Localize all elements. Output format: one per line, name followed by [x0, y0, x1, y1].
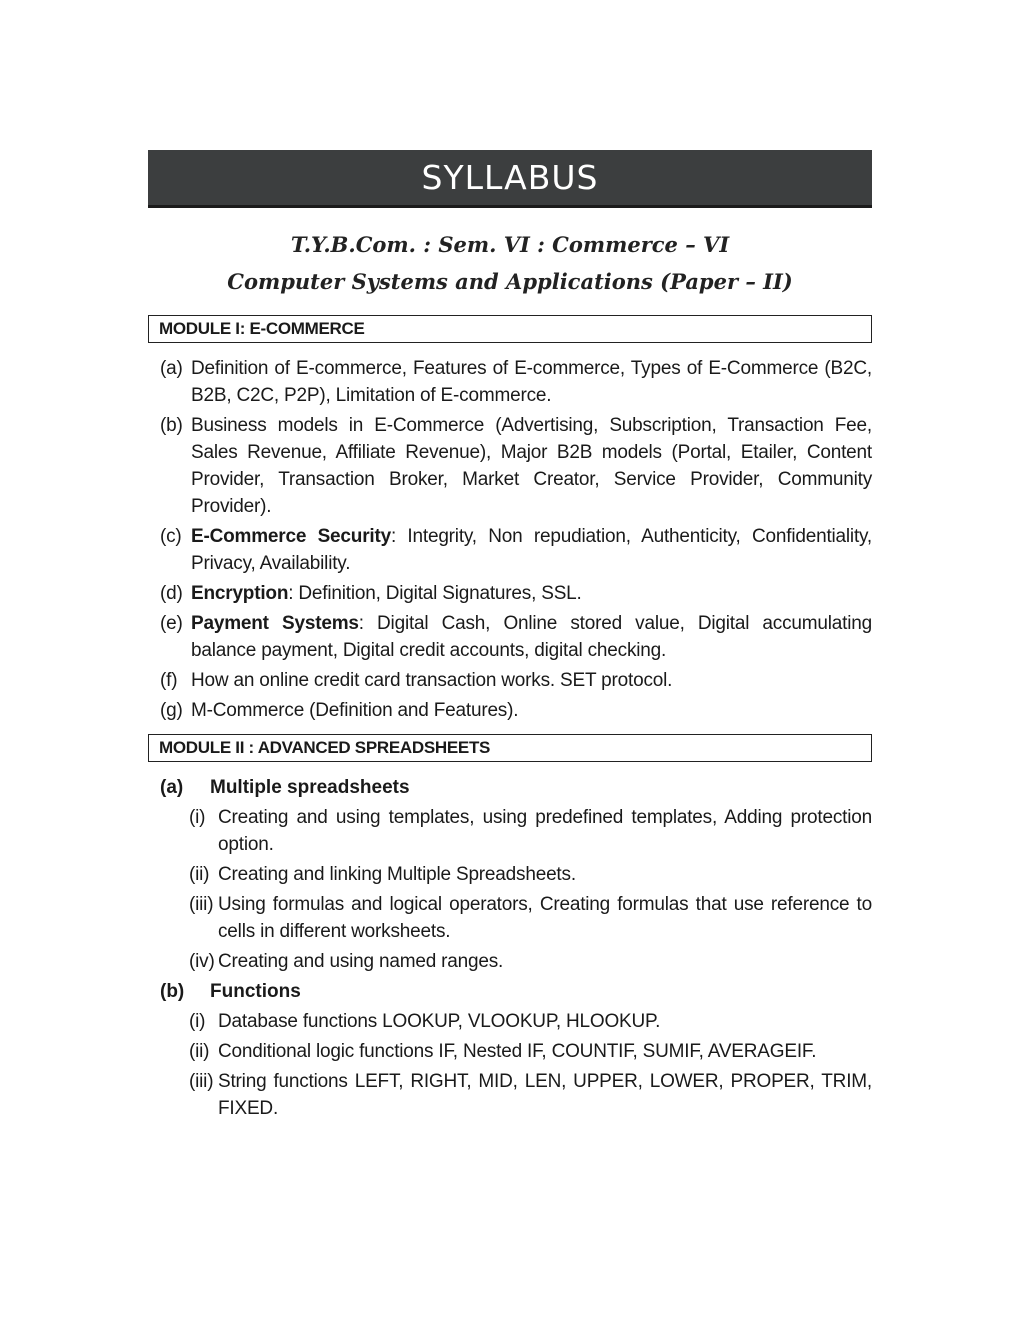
section-marker: (a): [160, 777, 184, 798]
item-marker: (e): [160, 613, 183, 634]
course-subtitle: T.Y.B.Com. : Sem. VI : Commerce – VI: [290, 232, 730, 257]
banner-title: SYLLABUS: [421, 158, 599, 197]
item-text: Creating and using named ranges.: [218, 951, 504, 972]
item-marker: (d): [160, 583, 183, 604]
list-item: [148, 1068, 872, 1122]
item-text: Payment Systems: Digital Cash, Online stored value, Digital accumulating balance payment, Digital credit accounts, digital checking.: [191, 613, 872, 661]
list-item: [148, 1038, 872, 1065]
list-item: [148, 355, 872, 409]
list-item: [148, 697, 872, 724]
item-bold-term: Payment Systems: [191, 613, 359, 634]
item-text: M-Commerce (Definition and Features).: [191, 700, 519, 721]
module-1-list: [148, 355, 872, 724]
list-item: [148, 948, 872, 975]
item-text: How an online credit card transaction works. SET protocol.: [191, 670, 673, 691]
item-text: E-Commerce Security: Integrity, Non repudiation, Authenticity, Confidentiality, Privacy, Availability.: [191, 526, 872, 574]
item-text: Database functions LOOKUP, VLOOKUP, HLOOKUP.: [218, 1011, 661, 1032]
item-marker: (a): [160, 358, 183, 379]
list-item: [148, 523, 872, 577]
list-item: [148, 580, 872, 607]
paper-subtitle: Computer Systems and Applications (Paper – II): [227, 269, 793, 294]
syllabus-banner: [148, 150, 872, 208]
list-item: [148, 667, 872, 694]
item-marker: (g): [160, 700, 183, 721]
module-2-header: [148, 734, 872, 762]
item-marker: (i): [189, 1011, 206, 1032]
syllabus-page: [148, 150, 872, 1125]
list-item: [148, 412, 872, 520]
list-item: [148, 891, 872, 945]
item-text: Creating and linking Multiple Spreadsheets.: [218, 864, 576, 885]
module-1-title: MODULE I: E-COMMERCE: [159, 319, 365, 338]
list-item: [148, 610, 872, 664]
item-text: Creating and using templates, using predefined templates, Adding protection option.: [218, 807, 872, 855]
section-heading: [148, 978, 872, 1005]
item-bold-term: E-Commerce Security: [191, 526, 391, 547]
item-marker: (iv): [189, 951, 215, 972]
section-heading: [148, 774, 872, 801]
item-marker: (c): [160, 526, 182, 547]
item-marker: (ii): [189, 864, 210, 885]
section-title: Multiple spreadsheets: [210, 777, 410, 798]
item-text: Encryption: Definition, Digital Signatures, SSL.: [191, 583, 582, 604]
item-marker: (ii): [189, 1041, 210, 1062]
section-items: [148, 1008, 872, 1122]
item-text: Definition of E-commerce, Features of E-commerce, Types of E-Commerce (B2C, B2B, C2C, P2P), Limitation of E-commerce.: [191, 358, 872, 406]
module-1-header: [148, 315, 872, 343]
list-item: [148, 1008, 872, 1035]
item-text: Conditional logic functions IF, Nested IF, COUNTIF, SUMIF, AVERAGEIF.: [218, 1041, 817, 1062]
item-text: String functions LEFT, RIGHT, MID, LEN, UPPER, LOWER, PROPER, TRIM, FIXED.: [218, 1071, 872, 1119]
list-item: [148, 804, 872, 858]
section-marker: (b): [160, 981, 185, 1002]
item-text: Business models in E-Commerce (Advertising, Subscription, Transaction Fee, Sales Revenue, Affiliate Revenue), Major B2B models (Portal, Etailer, Content Provider, Transaction Broker, Market Creator, Service Provider, Community Provider).: [191, 415, 872, 517]
module-2-list: [148, 774, 872, 1122]
item-text: Using formulas and logical operators, Creating formulas that use reference to cells in different worksheets.: [218, 894, 872, 942]
list-item: [148, 861, 872, 888]
section-title: Functions: [210, 981, 301, 1002]
section-items: [148, 804, 872, 975]
item-marker: (i): [189, 807, 206, 828]
item-marker: (b): [160, 415, 183, 436]
module-2-title: MODULE II : ADVANCED SPREADSHEETS: [159, 738, 491, 757]
item-marker: (iii): [189, 1071, 214, 1092]
item-bold-term: Encryption: [191, 583, 289, 604]
item-marker: (f): [160, 670, 178, 691]
item-marker: (iii): [189, 894, 214, 915]
